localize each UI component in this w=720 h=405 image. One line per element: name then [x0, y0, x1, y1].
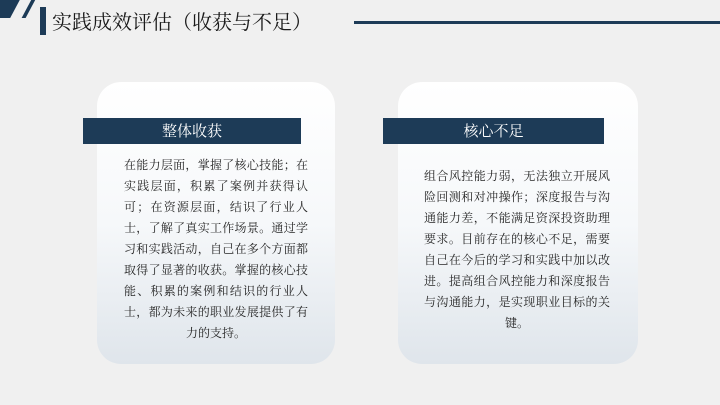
- core-shortcomings-heading: 核心不足: [383, 118, 604, 144]
- overall-gains-text: 在能力层面，掌握了核心技能；在实践层面，积累了案例并获得认可；在资源层面，结识了行业人士，了解了真实工作场景。通过学习和实践活动，自己在多个方面都取得了显著的收获。掌握的核心技能、积累的案例和结识的行业人士，都为未来的职业发展提供了有力的支持。: [124, 158, 308, 340]
- overall-gains-heading: 整体收获: [83, 118, 301, 144]
- page-title: 实践成效评估（收获与不足）: [52, 10, 312, 34]
- core-shortcomings-text: 组合风控能力弱，无法独立开展风险回测和对冲操作；深度报告与沟通能力差，不能满足资深投资助理要求。目前存在的核心不足，需要自己在今后的学习和实践中加以改进。提高组合风控能力和深度报告与沟通能力，是实现职业目标的关键。: [424, 169, 610, 330]
- title-divider-line: [354, 21, 720, 24]
- corner-decoration-line: [22, 0, 39, 18]
- corner-decoration-stripe: [0, 0, 24, 18]
- title-accent-bar: [40, 7, 46, 35]
